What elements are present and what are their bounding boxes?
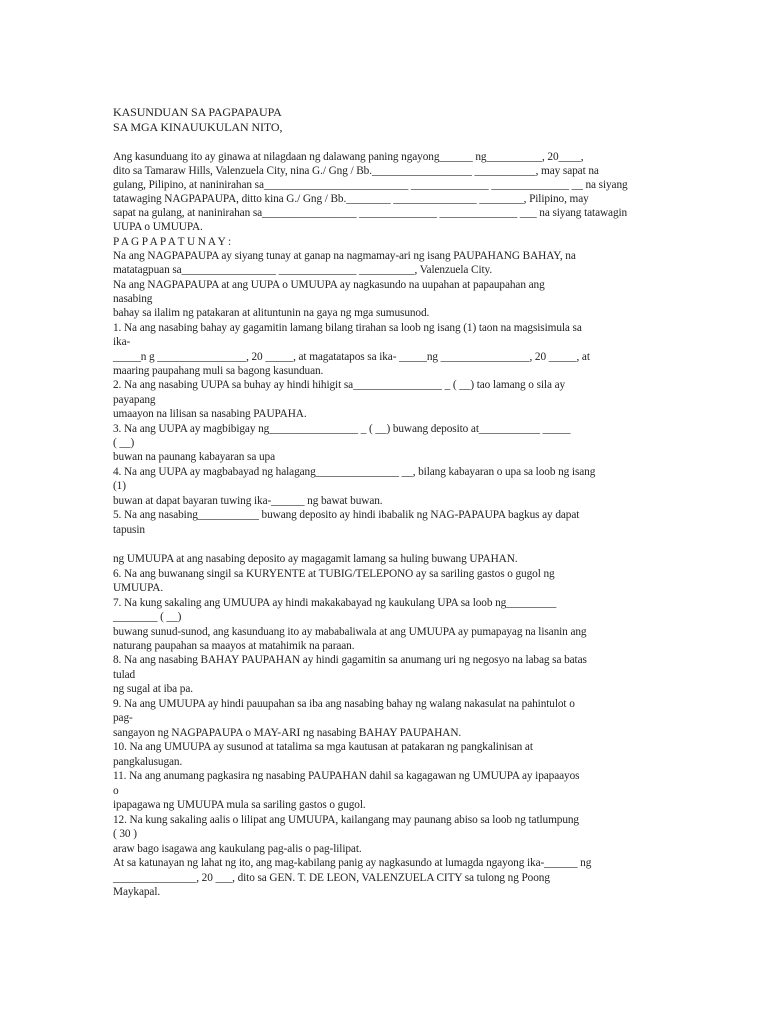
text-line: matatagpuan sa_________________ ______________ __________, Valenzuela City. [113, 264, 493, 276]
clause-7: 7. Na kung sakaling ang UMUUPA ay hindi makakabayad ng kaukulang UPA sa loob ng_________ [113, 597, 557, 609]
clause-3: 3. Na ang UUPA ay magbibigay ng________________ _ ( __) buwang deposito at___________ _____ [113, 423, 571, 435]
text-line: ika- [113, 336, 131, 348]
text-line: sapat na gulang, at naninirahan sa_________________ ______________ ______________ ___ na siyang tatawagin [113, 207, 628, 219]
text-line: nasabing [113, 293, 153, 305]
clause-5: 5. Na ang nasabing___________ buwang deposito ay hindi ibabalik ng NAG-PAPAUPA bagkus ay dapat [113, 509, 580, 521]
text-line: UMUUPA. [113, 582, 164, 594]
clause-2: 2. Na ang nasabing UUPA sa buhay ay hindi hihigit sa________________ _ ( __) tao lamang o sila ay [113, 379, 566, 391]
text-line: ng sugal at iba pa. [113, 683, 193, 695]
text-line: Maykapal. [113, 886, 161, 898]
closing-statement: At sa katunayan ng lahat ng ito, ang mag-kabilang panig ay nagkasundo at lumagda ngayong ika-______ ng [113, 857, 592, 869]
text-line: araw bago isagawa ang kaukulang pag-alis o pag-lilipat. [113, 843, 362, 855]
clause-10: 10. Na ang UMUUPA ay susunod at tatalima sa mga kautusan at patakaran ng pangkalinisan at [113, 741, 533, 753]
text-line: gulang, Pilipino, at naninirahan sa__________________________ ______________ ______________ __ na siyang [113, 179, 628, 191]
clause-12: 12. Na kung sakaling aalis o lilipat ang UMUUPA, kailangang may paunang abiso sa loob ng tatlumpung [113, 814, 579, 826]
text-line: (1) [113, 480, 126, 492]
section-heading: P A G P A P A T U N A Y : [113, 236, 232, 248]
text-line: tulad [113, 669, 136, 681]
text-line: UUPA o UMUUPA. [113, 221, 203, 233]
clause-6: 6. Na ang buwanang singil sa KURYENTE at TUBIG/TELEPONO ay sa sariling gastos o gugol ng [113, 568, 555, 580]
text-line: o [113, 785, 119, 797]
clause-1: 1. Na ang nasabing bahay ay gagamitin lamang bilang tirahan sa loob ng isang (1) taon na magsisimula sa [113, 322, 582, 334]
text-line: ( 30 ) [113, 828, 137, 840]
text-line: Ang kasunduang ito ay ginawa at nilagdaan ng dalawang paning ngayong______ ng__________, 20____, [113, 151, 584, 163]
text-line: sangayon ng NAGPAPAUPA o MAY-ARI ng nasabing BAHAY PAUPAHAN. [113, 727, 462, 739]
text-line: _______________, 20 ___, dito sa GEN. T. DE LEON, VALENZUELA CITY sa tulong ng Poong [113, 872, 550, 884]
clause-11: 11. Na ang anumang pagkasira ng nasabing PAUPAHAN dahil sa kagagawan ng UMUUPA ay ipapaayos [113, 770, 580, 782]
text-line: bahay sa ilalim ng patakaran at alituntunin na gaya ng mga sumusunod. [113, 307, 430, 319]
text-line: pangkalusugan. [113, 756, 183, 768]
clause-8: 8. Na ang nasabing BAHAY PAUPAHAN ay hindi gagamitin sa anumang uri ng negosyo na labag sa batas [113, 654, 587, 666]
text-line: ng UMUUPA at ang nasabing deposito ay magagamit lamang sa huling buwang UPAHAN. [113, 553, 518, 565]
document-subtitle: SA MGA KINAUUKULAN NITO, [113, 120, 283, 134]
text-line: dito sa Tamaraw Hills, Valenzuela City, nina G./ Gng / Bb.__________________ ___________, may sapat na [113, 165, 599, 177]
text-line: buwan na paunang kabayaran sa upa [113, 451, 276, 463]
text-line: umaayon na lilisan sa nasabing PAUPAHA. [113, 408, 307, 420]
text-line: tatawaging NAGPAPAUPA, ditto kina G./ Gng / Bb.________ _______________ ________, Pilipino, may [113, 193, 589, 205]
text-line: Na ang NAGPAPAUPA at ang UUPA o UMUUPA ay nagkasundo na uupahan at papaupahan ang [113, 279, 545, 291]
text-line: ________ ( __) [113, 611, 182, 623]
text-line: Na ang NAGPAPAUPA ay siyang tunay at ganap na nagmamay-ari ng isang PAUPAHANG BAHAY, na [113, 250, 576, 262]
document-title: KASUNDUAN SA PAGPAPAUPA [113, 105, 282, 119]
clause-4: 4. Na ang UUPA ay magbabayad ng halagang_______________ __, bilang kabayaran o upa sa loob ng isang [113, 466, 596, 478]
text-line: pag- [113, 712, 133, 724]
text-line: buwang sunud-sunod, ang kasunduang ito ay mababaliwala at ang UMUUPA ay pumapayag na lisanin ang [113, 626, 587, 638]
text-line: ( __) [113, 437, 135, 449]
text-line: payapang [113, 394, 156, 406]
text-line: maaring paupahang muli sa bagong kasunduan. [113, 365, 324, 377]
clause-9: 9. Na ang UMUUPA ay hindi pauupahan sa iba ang nasabing bahay ng walang nakasulat na pahintulot o [113, 698, 575, 710]
text-line: ipapagawa ng UMUUPA mula sa sariling gastos o gugol. [113, 799, 366, 811]
text-line: _____n g ________________, 20 _____, at magatatapos sa ika- _____ng ________________, 20 _____, at [113, 351, 590, 363]
text-line: tapusin [113, 524, 145, 536]
text-line: naturang paupahan sa maayos at matahimik na paraan. [113, 640, 355, 652]
text-line: buwan at dapat bayaran tuwing ika-______ ng bawat buwan. [113, 495, 383, 507]
